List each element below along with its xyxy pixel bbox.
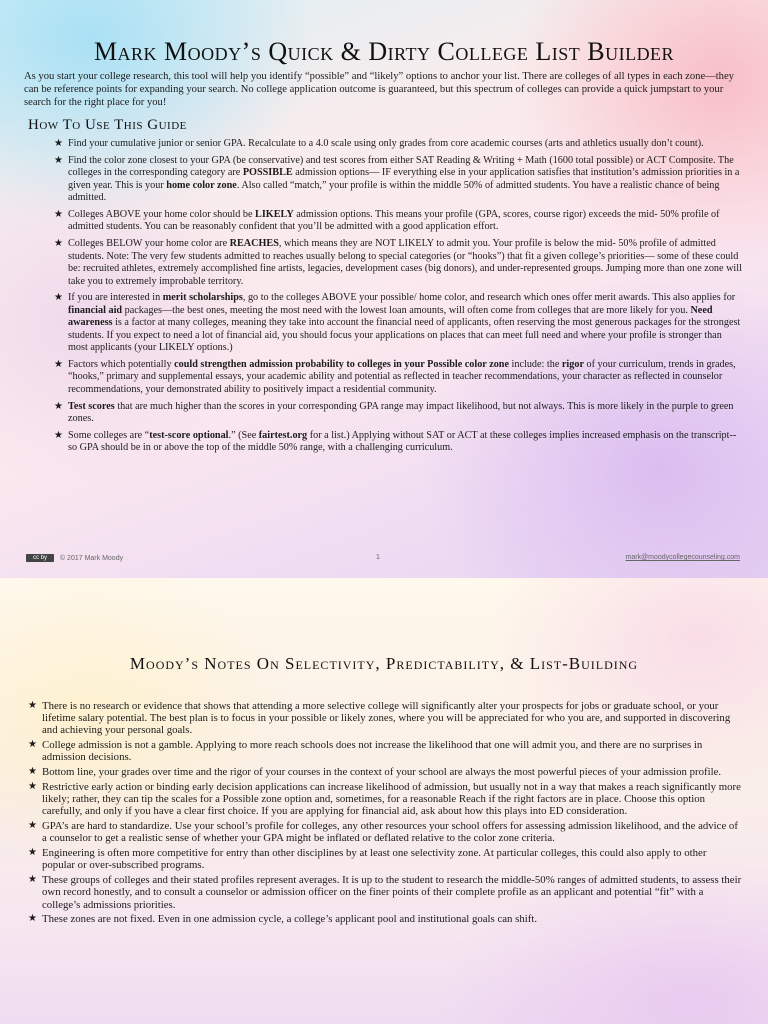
list-item (26, 781, 742, 818)
text-segment: is a factor at many colleges, meaning they take into account the financial need of applicants, often reserving the most generous packages for the strongest students. If you expect to need a lot of financial aid, you should focus your applications on places that can meet full need and where your profile is stronger than most applicants (your LIKELY options.) (68, 317, 741, 354)
list-item (24, 138, 744, 150)
text-segment: Factors which potentially (68, 359, 175, 370)
text-segment: If you are interested in (68, 292, 163, 304)
bold-text: Test scores (68, 400, 115, 412)
list-item (26, 739, 742, 763)
bold-text: Need awareness (68, 304, 713, 329)
text-segment: admission options— IF everything else in your application satisfies that institution’s admission priorities in a given year. This is your (68, 167, 740, 191)
text-segment: include: the (509, 359, 562, 370)
list-item (26, 874, 742, 911)
star-icon: ★ (54, 138, 63, 149)
copyright-text: © 2017 Mark Moody (59, 554, 124, 562)
list-item (24, 209, 744, 234)
creative-commons-badge: cc by (26, 554, 54, 562)
section-heading-how-to-use: How To Use This Guide (28, 117, 187, 133)
bold-text: could strengthen admission probability to colleges in your Possible color zone (174, 359, 509, 370)
note-text: These zones are not fixed. Even in one admission cycle, a college’s applicant pool and institutional goals can shift. (42, 913, 538, 926)
list-item (24, 238, 744, 288)
note-text: There is no research or evidence that shows that attending a more selective college will significantly alter your prospects for jobs or graduate school, or your lifetime salary potential. The best plan is to focus in your possible or likely zones, where you will be appreciated for who you are, and supported in discovering and achieving your personal goals. (42, 700, 731, 737)
list-item (26, 700, 742, 737)
star-icon: ★ (54, 154, 63, 166)
bold-text: rigor (561, 359, 584, 370)
page-2 (0, 578, 768, 1024)
star-icon: ★ (54, 430, 63, 442)
star-icon: ★ (54, 209, 63, 221)
bold-text: merit scholarships (162, 292, 243, 304)
text-segment: Colleges ABOVE your home color should be (68, 209, 256, 221)
bold-text: test-score optional (149, 430, 229, 442)
list-item (26, 913, 742, 925)
star-icon: ★ (28, 700, 37, 711)
page-title: Mark Moody’s Quick & Dirty College List Builder (93, 37, 675, 66)
intro-paragraph: As you start your college research, this tool will help you identify “possible” and “likely” options to anchor your list. There are colleges of all types in each zone—they can be reference points for expanding your search. No college application outcome is guaranteed, but this spectrum of colleges can provide a quick jumpstart to your search for the right place for you! (24, 71, 734, 108)
bold-text: financial aid (68, 304, 123, 316)
bold-text: home color zone (166, 179, 237, 191)
star-icon: ★ (54, 359, 63, 370)
text-segment: that are much higher than the scores in your corresponding GPA range may impact likelihood, but not always. This is more likely in the purple to green zones. (68, 400, 734, 425)
bold-text: REACHES (229, 238, 279, 250)
notes-title: Moody’s Notes On Selectivity, Predictability, & List-Building (129, 654, 639, 673)
text-segment: Some colleges are “ (68, 430, 150, 442)
list-item (24, 292, 744, 354)
text-segment: admission options. This means your profile (GPA, scores, course rigor) exceeds the mid- 50% profile of admitted students. You can be reasonably confident that you’ll be admitted with a good application effort. (68, 209, 720, 233)
list-item (26, 847, 742, 871)
text-segment: .” (See (228, 430, 259, 442)
bold-text: POSSIBLE (242, 167, 293, 179)
list-item (24, 155, 744, 205)
text-segment: , go to the colleges ABOVE your possible/ home color, and research which ones offer merit awards. This also applies for (242, 292, 736, 304)
list-item (24, 401, 744, 426)
star-icon: ★ (54, 292, 63, 304)
star-icon: ★ (28, 781, 37, 792)
bold-text: fairtest.org (258, 430, 308, 442)
email-link[interactable]: mark@moodycollegecounseling.com (625, 554, 740, 561)
star-icon: ★ (28, 847, 37, 859)
star-icon: ★ (28, 874, 37, 886)
list-item (26, 820, 742, 844)
text-segment: . Also called “match,” your profile is within the middle 50% of admitted students. You have a realistic chance of being admitted. (68, 179, 720, 204)
text-segment: packages—the best ones, meeting the most need with the lowest loan amounts, will often come from colleges that are more likely for you. (122, 304, 691, 316)
note-text: Restrictive early action or binding early decision applications can increase likelihood of admission, but usually not in a way that makes a reach significantly more likely; rather, they can tip the scales for a Possible zone option and, sometimes, for a reasonable Reach if the right factors are in place. Choose this option carefully, and only if you have a clear first choice. If you are applying for financial aid, ask about how this plays into ED consideration. (42, 781, 741, 818)
text-segment: , which means they are NOT LIKELY to admit you. Your profile is below the mid- 50% profile of admitted students. Note: The very few students admitted to reaches usually belong to special categories (or “hooks”) that fit a given college’s priorities— some of these could be: recruited athletes, extremely accomplished fine artists, legacies, development cases (big donors), and under-represented groups. Jumping more than one zone will take you to extremely improbable territory. (68, 238, 742, 287)
note-text: Engineering is often more competitive for entry than other disciplines by at least one selectivity zone. At particular colleges, this could also apply to other popular or over-subscribed programs. (42, 847, 707, 872)
text-segment: of your curriculum, trends in grades, “hooks,” primary and supplemental essays, your academic ability and potential as reflected in teacher recommendations, your character as reflected in counselor recommendations, your demonstrated ability to positively impact a residential community. (68, 359, 736, 395)
text-segment: Find your cumulative junior or senior GPA. Recalculate to a 4.0 scale using only grades from core academic courses (arts and athletics usually don’t count). (68, 138, 704, 149)
page-number: 1 (376, 554, 380, 561)
notes-list (26, 700, 742, 926)
star-icon: ★ (28, 913, 37, 925)
star-icon: ★ (28, 739, 37, 751)
note-text: Bottom line, your grades over time and the rigor of your courses in the context of your school are always the most powerful pieces of your admission profile. (42, 766, 722, 779)
page-footer (26, 554, 740, 564)
star-icon: ★ (54, 400, 63, 412)
text-segment: for a list.) Applying without SAT or ACT at these colleges implies increased emphasis on the transcript-- so GPA should be in or above the top of the middle 50% range, with a challenging curriculum. (68, 430, 737, 454)
how-to-list (24, 138, 744, 455)
star-icon: ★ (28, 766, 37, 778)
text-segment: Colleges BELOW your home color are (68, 238, 230, 250)
list-item (26, 766, 742, 778)
note-text: College admission is not a gamble. Applying to more reach schools does not increase the likelihood that one will admit you, and there are no surprises in admission decisions. (42, 739, 703, 764)
star-icon: ★ (28, 820, 37, 832)
note-text: GPA’s are hard to standardize. Use your school’s profile for colleges, any other resources your school offers for assessing admission likelihood, and the advice of a counselor to get a realistic sense of whether your GPA might be inflated or deflated relative to the color zone criteria. (42, 820, 738, 845)
bold-text: LIKELY (255, 209, 294, 221)
note-text: These groups of colleges and their stated profiles represent averages. It is up to the student to research the middle-50% ranges of admitted students, to assess their own record honestly, and to consult a counselor or admission officer on the finer points of their complete profile as an applicant and potential “fit” with a college’s admissions priorities. (42, 874, 742, 911)
star-icon: ★ (54, 238, 63, 250)
text-segment: Find the color zone closest to your GPA (be conservative) and test scores from either SAT Reading & Writing + Math (1600 total possible) or ACT Composite. The colleges in the corresponding category are (68, 154, 734, 179)
list-item (24, 359, 744, 396)
list-item (24, 430, 744, 455)
